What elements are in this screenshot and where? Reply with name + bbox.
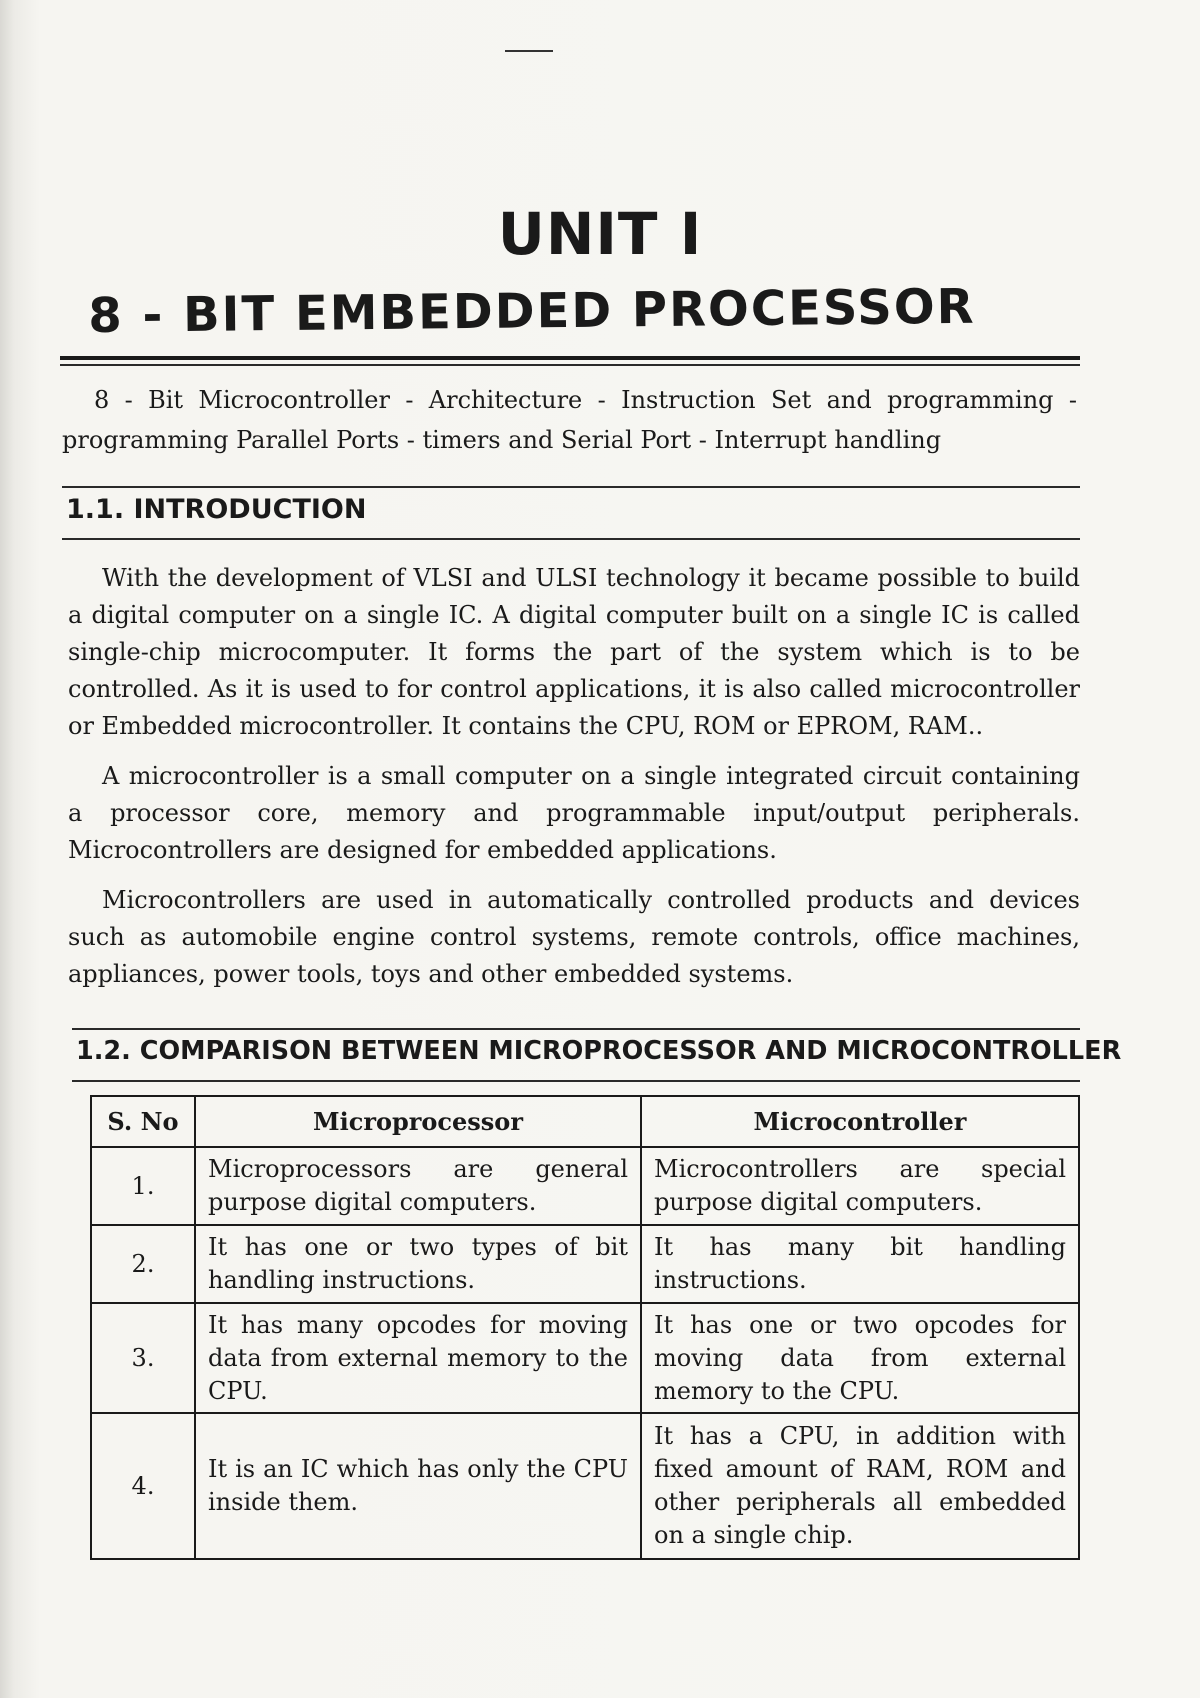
comparison-table	[90, 1095, 1080, 1560]
comparison-rule-bottom	[72, 1080, 1080, 1082]
syllabus-text: 8 - Bit Microcontroller - Architecture - Instruction Set and programming - programming Parallel Ports - timers and Serial Port - Interrupt handling	[62, 386, 1077, 454]
top-dash	[505, 50, 553, 52]
chapter-title: 8 - BIT EMBEDDED PROCESSOR	[88, 278, 976, 344]
cell-microcontroller: Microcontrollers are special purpose digital computers.	[641, 1147, 1079, 1225]
table-row	[91, 1147, 1079, 1225]
cell-microprocessor: It has many opcodes for moving data from external memory to the CPU.	[195, 1303, 641, 1413]
cell-microcontroller: It has a CPU, in addition with fixed amount of RAM, ROM and other peripherals all embedded on a single chip.	[641, 1413, 1079, 1559]
intro-rule-bottom	[62, 538, 1080, 540]
cell-microprocessor: It has one or two types of bit handling instructions.	[195, 1225, 641, 1303]
cell-microprocessor: Microprocessors are general purpose digital computers.	[195, 1147, 641, 1225]
title-rule-thick	[60, 356, 1080, 360]
section-heading-comparison: 1.2. COMPARISON BETWEEN MICROPROCESSOR AND MICROCONTROLLER	[76, 1036, 1122, 1066]
table-header-row	[91, 1096, 1079, 1147]
table-row	[91, 1413, 1079, 1559]
column-header-microprocessor: Microprocessor	[195, 1096, 641, 1147]
table-row	[91, 1225, 1079, 1303]
unit-title: UNIT I	[497, 200, 703, 268]
column-header-microcontroller: Microcontroller	[641, 1096, 1079, 1147]
cell-sno: 4.	[91, 1413, 195, 1559]
title-rule-thin	[60, 364, 1080, 366]
column-header-sno: S. No	[91, 1096, 195, 1147]
cell-sno: 2.	[91, 1225, 195, 1303]
cell-sno: 3.	[91, 1303, 195, 1413]
cell-microprocessor: It is an IC which has only the CPU inside them.	[195, 1413, 641, 1559]
cell-microcontroller: It has one or two opcodes for moving data from external memory to the CPU.	[641, 1303, 1079, 1413]
intro-paragraph-1: With the development of VLSI and ULSI technology it became possible to build a digital computer on a single IC. A digital computer built on a single IC is called single-chip microcomputer. It forms the part of the system which is to be controlled. As it is used to for control applications, it is also called microcontroller or Embedded microcontroller. It contains the CPU, ROM or EPROM, RAM..	[68, 564, 1080, 740]
cell-sno: 1.	[91, 1147, 195, 1225]
comparison-rule-top	[72, 1028, 1080, 1030]
section-heading-introduction: 1.1. INTRODUCTION	[66, 494, 367, 525]
intro-rule-top	[62, 486, 1080, 488]
cell-microcontroller: It has many bit handling instructions.	[641, 1225, 1079, 1303]
intro-paragraph-3: Microcontrollers are used in automatically controlled products and devices such as automobile engine control systems, remote controls, office machines, appliances, power tools, toys and other embedded systems.	[68, 886, 1080, 988]
intro-paragraph-2: A microcontroller is a small computer on a single integrated circuit containing a processor core, memory and programmable input/output peripherals. Microcontrollers are designed for embedded applications.	[68, 762, 1080, 864]
table-row	[91, 1303, 1079, 1413]
